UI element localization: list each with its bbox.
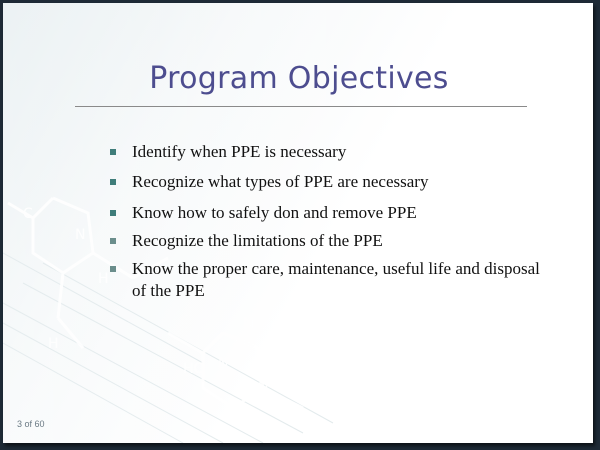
list-item (110, 258, 550, 302)
square-bullet-icon (110, 179, 116, 185)
bullet-text: Identify when PPE is necessary (132, 142, 347, 161)
list-item (110, 141, 550, 163)
slide (3, 3, 593, 443)
bullet-text: Recognize the limitations of the PPE (132, 231, 383, 250)
square-bullet-icon (110, 266, 116, 272)
list-item (110, 202, 550, 224)
svg-text:C: C (23, 206, 33, 222)
svg-text:H: H (48, 336, 59, 352)
title-divider (75, 106, 527, 107)
page-indicator: 3 of 60 (17, 419, 45, 429)
bullet-text: Recognize what types of PPE are necessary (132, 172, 429, 191)
svg-text:HC: HC (183, 361, 204, 377)
objectives-list (110, 141, 550, 308)
svg-text:N: N (218, 356, 229, 372)
svg-text:H: H (98, 271, 109, 287)
list-item (110, 230, 550, 252)
square-bullet-icon (110, 149, 116, 155)
svg-text:H: H (258, 376, 269, 392)
slide-title: Program Objectives (149, 61, 449, 96)
svg-text:N: N (243, 316, 254, 332)
list-item (110, 171, 550, 193)
square-bullet-icon (110, 238, 116, 244)
bullet-text: Know how to safely don and remove PPE (132, 203, 417, 222)
svg-text:N: N (75, 227, 86, 243)
square-bullet-icon (110, 210, 116, 216)
bullet-text: Know the proper care, maintenance, useful life and disposal of the PPE (132, 259, 540, 300)
